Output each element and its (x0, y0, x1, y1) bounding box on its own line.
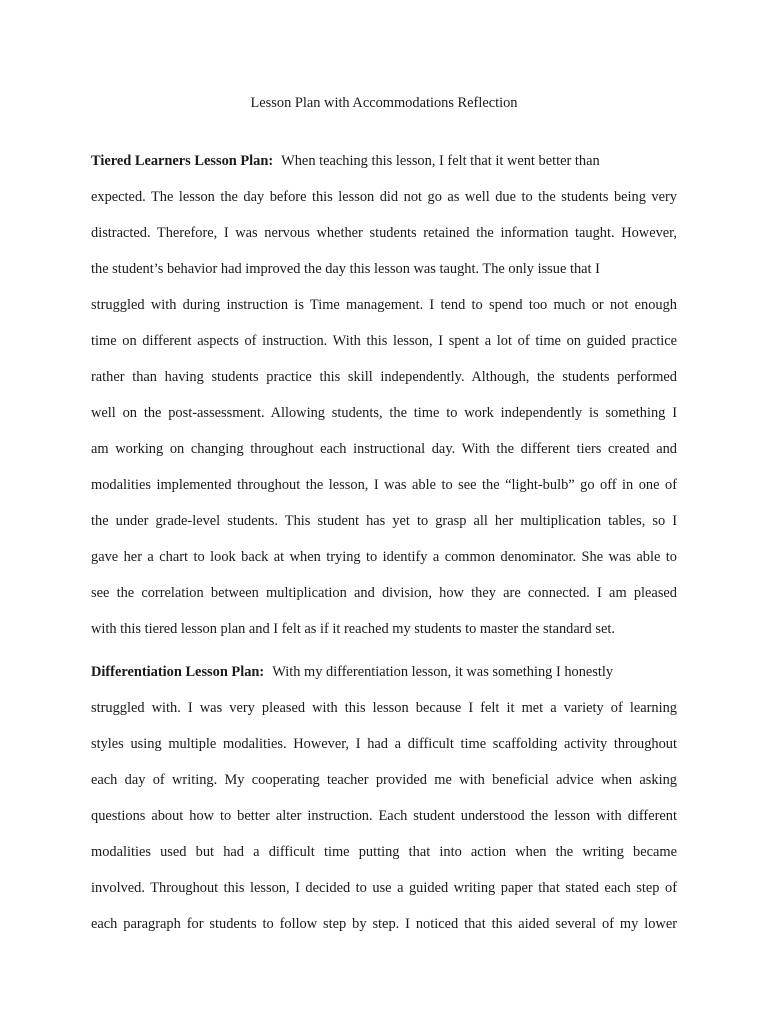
section-2-line-1 (91, 663, 677, 681)
section-1-line-14: with this tiered lesson plan and I felt as if it reached my students to master the standard set. (91, 621, 615, 637)
section-1-line-8: well on the post-assessment. Allowing students, the time to work independently is something I (91, 405, 677, 421)
section-2-line-3: styles using multiple modalities. However, I had a difficult time scaffolding activity throughout (91, 736, 677, 752)
section-1-line-5: struggled with during instruction is Time management. I tend to spend too much or not enough (91, 297, 677, 313)
section-2-line-7: involved. Throughout this lesson, I decided to use a guided writing paper that stated each step of (91, 880, 677, 896)
section-1-line-9: am working on changing throughout each instructional day. With the different tiers created and (91, 441, 677, 457)
section-2-heading: Differentiation Lesson Plan: (91, 664, 265, 680)
section-1-line-1 (91, 152, 677, 170)
section-1-heading: Tiered Learners Lesson Plan: (91, 153, 274, 169)
section-1-line-11: the under grade-level students. This student has yet to grasp all her multiplication tables, so I (91, 513, 677, 529)
section-1-line-13: see the correlation between multiplication and division, how they are connected. I am pleased (91, 585, 677, 601)
section-2-line-5: questions about how to better alter instruction. Each student understood the lesson with different (91, 808, 677, 824)
section-2-line-4: each day of writing. My cooperating teacher provided me with beneficial advice when asking (91, 772, 677, 788)
section-1-line-12: gave her a chart to look back at when trying to identify a common denominator. She was able to (91, 549, 677, 565)
section-1-line-1-text: When teaching this lesson, I felt that it went better than (281, 153, 600, 169)
section-1-line-2: expected. The lesson the day before this lesson did not go as well due to the students being very (91, 189, 677, 205)
section-1-line-3: distracted. Therefore, I was nervous whether students retained the information taught. However, (91, 225, 677, 241)
section-1-line-4: the student’s behavior had improved the day this lesson was taught. The only issue that I (91, 261, 600, 277)
document-title: Lesson Plan with Accommodations Reflection (250, 95, 518, 111)
section-1-line-6: time on different aspects of instruction. With this lesson, I spent a lot of time on guided practice (91, 333, 677, 349)
section-2-line-6: modalities used but had a difficult time putting that into action when the writing became (91, 844, 677, 860)
section-1-line-7: rather than having students practice this skill independently. Although, the students performed (91, 369, 677, 385)
section-2-line-8: each paragraph for students to follow step by step. I noticed that this aided several of my lower (91, 916, 677, 932)
section-2-line-2: struggled with. I was very pleased with this lesson because I felt it met a variety of learning (91, 700, 677, 716)
section-1-line-10: modalities implemented throughout the lesson, I was able to see the “light-bulb” go off in one of (91, 477, 677, 493)
section-2-line-1-text: With my differentiation lesson, it was something I honestly (272, 664, 614, 680)
